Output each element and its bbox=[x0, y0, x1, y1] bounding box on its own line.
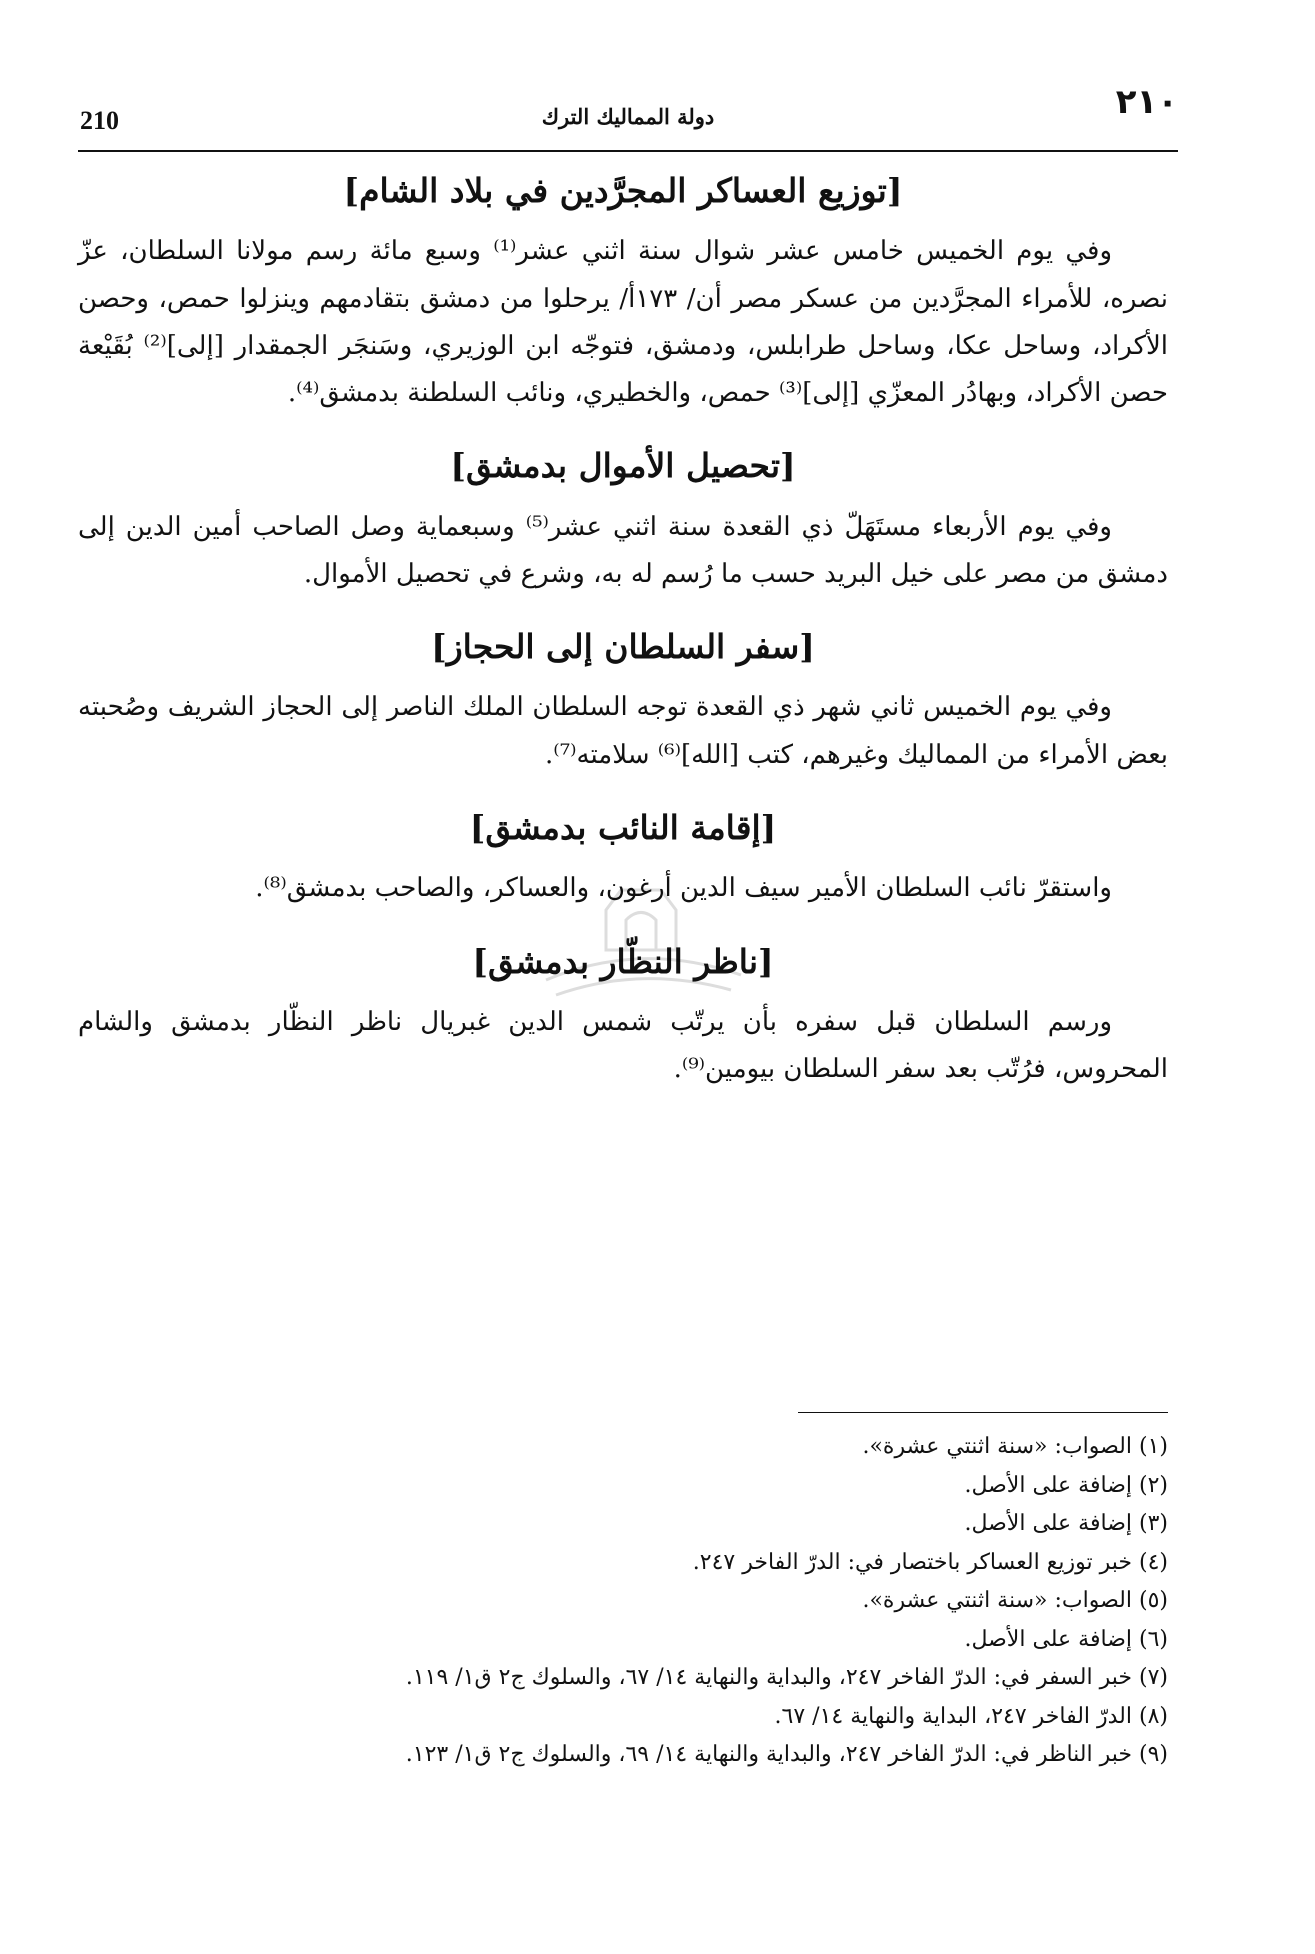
section-title: [إقامة النائب بدمشق] bbox=[469, 808, 777, 848]
footnote-item: (٦) إضافة على الأصل. bbox=[964, 1626, 1168, 1652]
section-sultan-journey bbox=[78, 624, 1168, 779]
section-paragraph: واستقرّ نائب السلطان الأمير سيف الدين أرغون، والعساكر، والصاحب بدمشق⁽⁸⁾. bbox=[255, 873, 1112, 904]
section-distribution-of-troops bbox=[78, 168, 1168, 417]
footnote-separator bbox=[798, 1412, 1168, 1413]
section-collection-of-funds bbox=[78, 443, 1168, 598]
book-page bbox=[78, 0, 1178, 1954]
footnote-item: (٨) الدرّ الفاخر ٢٤٧، البداية والنهاية ١٤/ ٦٧. bbox=[774, 1703, 1168, 1729]
footnotes-list bbox=[78, 1428, 1168, 1775]
section-deputy-residence bbox=[78, 805, 1168, 913]
section-chief-inspector bbox=[78, 939, 1168, 1094]
footnote-item: (٩) خبر الناظر في: الدرّ الفاخر ٢٤٧، والبداية والنهاية ١٤/ ٦٩، والسلوك ج٢ ق١/ ١٢٣. bbox=[405, 1742, 1168, 1767]
page-number-arabic: ٢١٠ bbox=[1115, 82, 1178, 122]
footnote-item: (١) الصواب: «سنة اثنتي عشرة». bbox=[862, 1434, 1168, 1459]
section-paragraph: وفي يوم الأربعاء مستَهَلّ ذي القعدة سنة اثني عشر⁽⁵⁾ وسبعماية وصل الصاحب أمين الدين إلى دمشق من مصر على خيل البريد حسب ما رُسم له به، وشرع في تحصيل الأموال. bbox=[78, 511, 1168, 589]
section-paragraph: وفي يوم الخميس ثاني شهر ذي القعدة توجه السلطان الملك الناصر إلى الحجاز الشريف وصُحبته بعض الأمراء من المماليك وغيرهم، كتب [الله]⁽⁶⁾ سلامته⁽⁷⁾. bbox=[78, 692, 1168, 770]
section-title: [توزيع العساكر المجرَّدين في بلاد الشام] bbox=[343, 171, 903, 210]
section-paragraph: ورسم السلطان قبل سفره بأن يرتّب شمس الدين غبريال ناظر النظّار بدمشق والشام المحروس، فرُتّب بعد سفر السلطان بيومين⁽⁹⁾. bbox=[78, 1006, 1168, 1085]
section-paragraph: وفي يوم الخميس خامس عشر شوال سنة اثني عشر⁽¹⁾ وسبع مائة رسم مولانا السلطان، عزّ نصره، للأمراء المجرَّدين من عسكر مصر أن/ ١٧٣أ/ يرحلوا من دمشق بتقادمهم وينزلوا حمص، وحصن الأكراد، وساحل عكا، وساحل طرابلس، ودمشق، فتوجّه ابن الوزيري، وسَنجَر الجمقدار [إلى]⁽²⁾ بُقَيْعة حصن الأكراد، وبهادُر المعزّي [إلى]⁽³⁾ حمص، والخطيري، ونائب السلطنة بدمشق⁽⁴⁾. bbox=[78, 236, 1168, 409]
footnote-item: (٣) إضافة على الأصل. bbox=[964, 1511, 1168, 1536]
running-title: دولة المماليك الترك bbox=[541, 104, 715, 129]
section-title: [سفر السلطان إلى الحجاز] bbox=[431, 627, 815, 667]
page-header bbox=[78, 82, 1178, 142]
footnote-item: (٥) الصواب: «سنة اثنتي عشرة». bbox=[862, 1588, 1168, 1613]
section-title: [تحصيل الأموال بدمشق] bbox=[450, 446, 796, 486]
page-number-latin: 210 bbox=[80, 106, 119, 135]
section-title: [ناظر النظّار بدمشق] bbox=[472, 941, 774, 981]
header-rule bbox=[78, 150, 1178, 152]
footnote-item: (٢) إضافة على الأصل. bbox=[964, 1472, 1168, 1498]
footnote-item: (٤) خبر توزيع العساكر باختصار في: الدرّ الفاخر ٢٤٧. bbox=[692, 1549, 1168, 1575]
footnote-item: (٧) خبر السفر في: الدرّ الفاخر ٢٤٧، والبداية والنهاية ١٤/ ٦٧، والسلوك ج٢ ق١/ ١١٩. bbox=[405, 1665, 1168, 1690]
main-text bbox=[78, 168, 1168, 1119]
